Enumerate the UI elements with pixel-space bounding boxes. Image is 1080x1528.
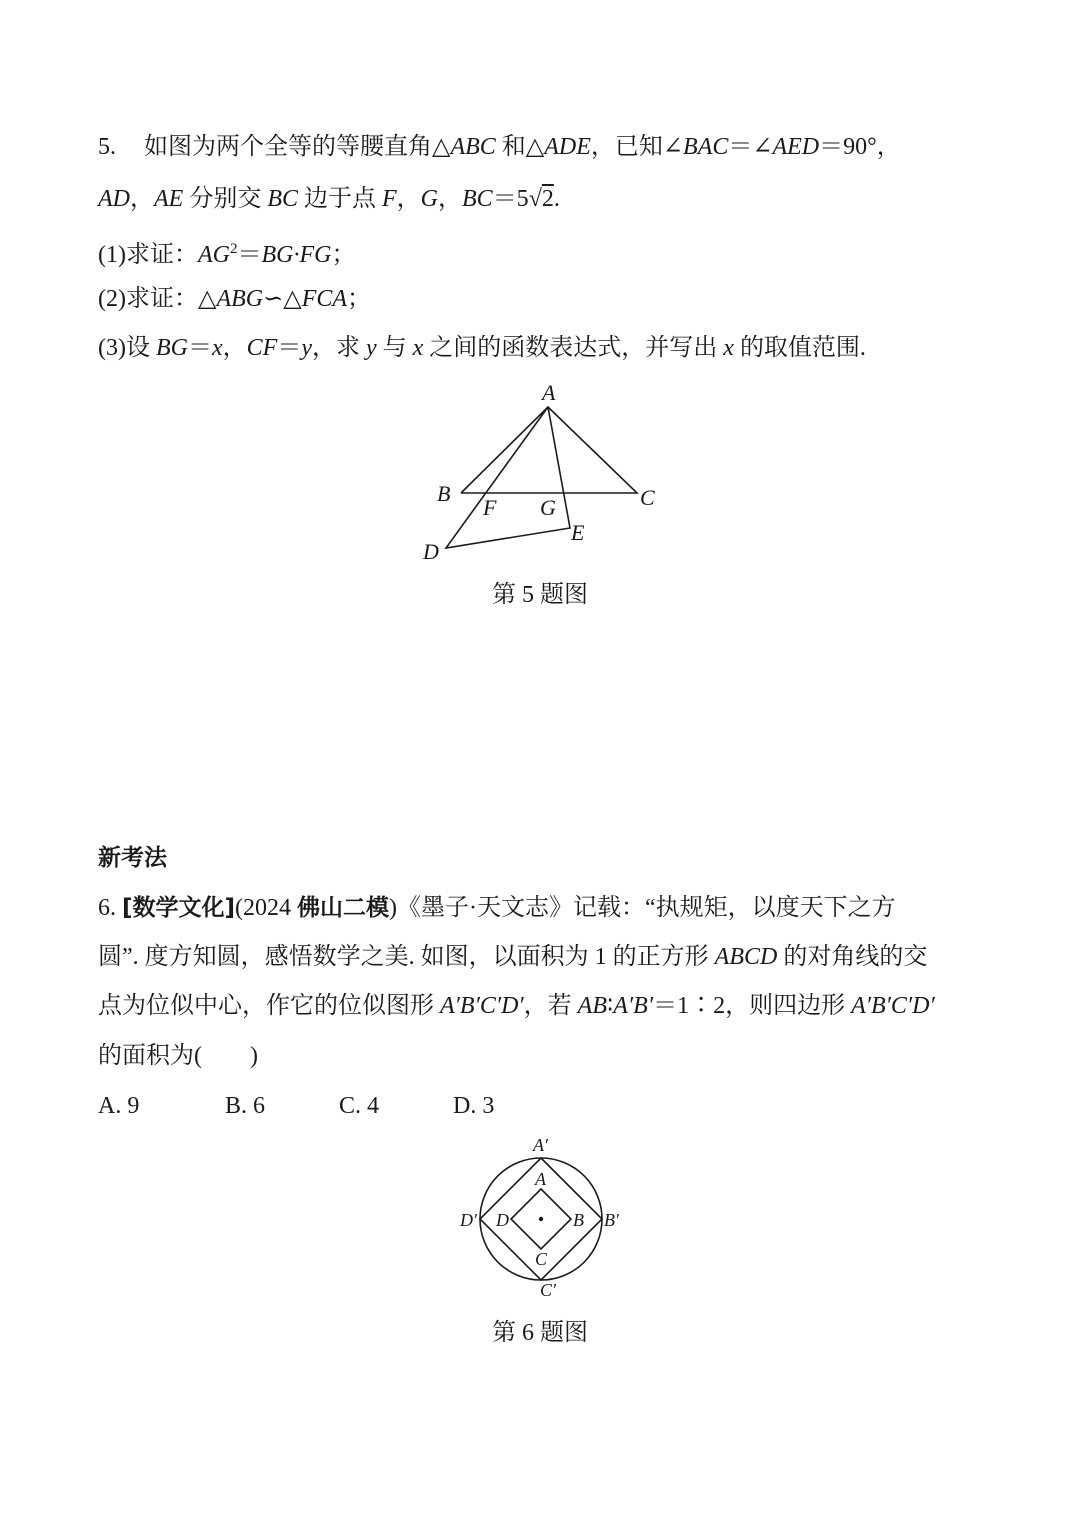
- option-d[interactable]: D. 3: [453, 1093, 495, 1119]
- q6-tag: [数学文化]: [122, 895, 236, 921]
- label-D: D: [423, 539, 439, 564]
- q5-line-2: AD，AE 分别交 BC 边于点 F，G，BC＝5√2.: [98, 186, 560, 212]
- label-B6: B: [573, 1210, 584, 1230]
- label-C6: C: [535, 1249, 548, 1269]
- label-B-prime: B′: [604, 1210, 619, 1230]
- q5-number: 5.: [98, 134, 116, 160]
- label-C: C: [640, 485, 655, 510]
- label-C-prime: C′: [540, 1280, 556, 1300]
- option-c[interactable]: C. 4: [339, 1093, 380, 1119]
- label-A6: A: [535, 1169, 546, 1189]
- section-title: 新考法: [98, 845, 167, 871]
- label-D-prime: D′: [460, 1210, 477, 1230]
- sqrt-symbol: √: [528, 186, 542, 212]
- q6-line-1: 6. [数学文化](2024 佛山二模)《墨子·天文志》记载：“执规矩，以度天下之方: [98, 895, 896, 921]
- label-A: A: [542, 380, 556, 405]
- option-a[interactable]: A. 9: [98, 1093, 140, 1119]
- label-A-prime: A′: [533, 1135, 548, 1155]
- q6-number: 6.: [98, 895, 122, 921]
- q5-line-1: 5. 如图为两个全等的等腰直角△ABC 和△ADE，已知∠BAC＝∠AED＝90°，: [98, 134, 901, 160]
- label-D6: D: [496, 1210, 509, 1230]
- q6-caption: 第 6 题图: [492, 1320, 588, 1346]
- q5-caption: 第 5 题图: [492, 582, 588, 608]
- q6-line-3: 点为位似中心，作它的位似图形 A′B′C′D′，若 AB∶A′B′＝1∶2，则四边形 A′B′C′D′: [98, 993, 935, 1019]
- q5-part-1: (1)求证：$AG^2=BG\cdot FG$；: [98, 241, 356, 268]
- q6-line-4: 的面积为( ): [98, 1043, 258, 1069]
- q5-part-2: (2)求证：△ABG∽△FCA；: [98, 286, 372, 312]
- q6-line-2: 圆”. 度方知圆，感悟数学之美. 如图，以面积为 1 的正方形 ABCD 的对角线的交: [98, 944, 928, 970]
- q5-part-3: (3)设 BG＝x，CF＝y，求 y 与 x 之间的函数表达式，并写出 x 的取值范围.: [98, 335, 866, 361]
- label-G: G: [540, 495, 556, 520]
- center-point: [539, 1217, 543, 1221]
- label-F: F: [483, 495, 497, 520]
- option-b[interactable]: B. 6: [225, 1093, 266, 1119]
- label-E: E: [571, 520, 585, 545]
- label-B: B: [437, 481, 451, 506]
